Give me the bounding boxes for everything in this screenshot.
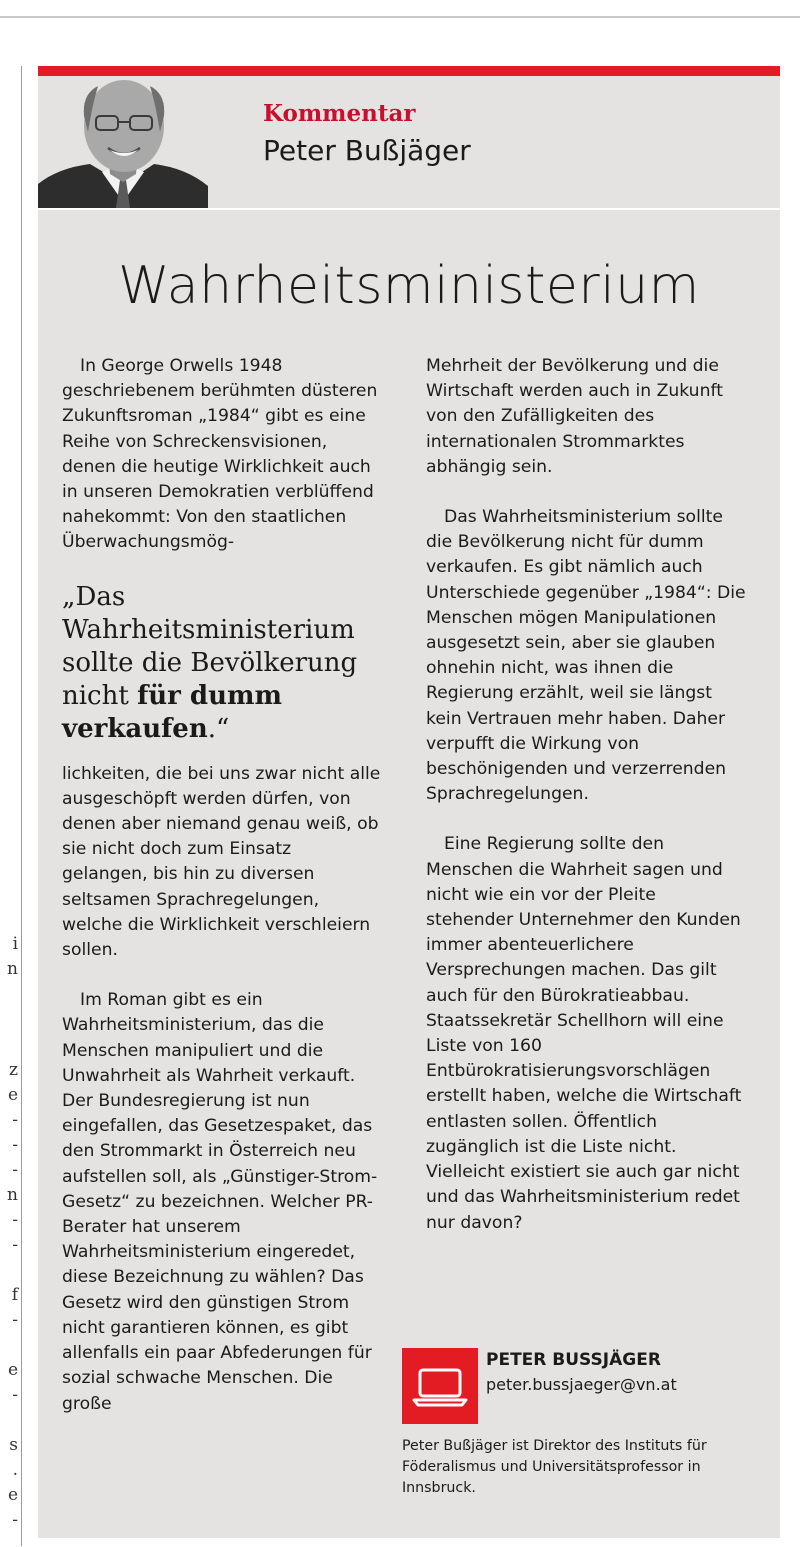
laptop-icon: [402, 1348, 478, 1424]
left-fragment: -: [12, 1510, 18, 1530]
left-fragment: -: [12, 1110, 18, 1130]
column-divider: [21, 66, 22, 1546]
left-fragment: e: [7, 1085, 18, 1105]
left-fragment: -: [12, 1385, 18, 1405]
contact-email[interactable]: peter.bussjaeger@vn.at: [486, 1375, 677, 1394]
paragraph: Eine Regierung sollte den Menschen die Wahrheit sagen und nicht wie ein vor der Pleite stehender Unternehmer den Kunden immer abenteuerlichere Versprechungen machen. Das gilt auch für den Bürokratieabbau. Staatssekretär Schellhorn will eine Liste von 160 Entbürokratisierungsvorschlägen erstellt haben, welche die Wirtschaft entlasten sollen. Öffentlich zugänglich ist die Liste nicht. Vielleicht existiert sie auch gar nicht und das Wahrheitsministerium redet nur davon?: [426, 834, 742, 1233]
contact-name: PETER BUSSJÄGER: [486, 1350, 661, 1370]
left-fragment: f: [11, 1285, 18, 1305]
paragraph: Im Roman gibt es ein Wahrheitsministerium, das die Menschen manipuliert und die Unwahrheit als Wahrheit verkauft. Der Bundesregierung ist nun eingefallen, das Gesetzespaket, das den Strommarkt in Österreich neu aufstellen soll, als „Günstiger-Strom-Gesetz“ zu bezeichnen. Welcher PR-Berater hat unserem Wahrheitsministerium eingeredet, diese Bezeichnung zu wählen? Das Gesetz wird den günstigen Strom nicht garantieren können, es gibt allenfalls ein paar Abfederungen für sozial schwache Menschen. Die große: [62, 990, 378, 1414]
pull-quote-text: „Das Wahrheitsministerium sollte die Bevölkerung nicht: [62, 581, 358, 711]
left-fragment: -: [12, 1210, 18, 1230]
left-fragment: -: [12, 1235, 18, 1255]
left-fragment: -: [12, 1160, 18, 1180]
author-name: Peter Bußjäger: [263, 134, 471, 167]
pull-quote-emphasis: für dumm verkaufen: [62, 680, 283, 744]
article-column-right: [426, 354, 746, 1261]
paragraph: Mehrheit der Bevölkerung und die Wirtschaft werden auch in Zukunft von den Zufälligkeiten des internationalen Strommarktes abhängig sein.: [426, 356, 723, 477]
section-kicker: Kommentar: [263, 100, 416, 127]
top-rule: [0, 16, 800, 18]
article-headline: Wahrheitsministerium: [118, 256, 700, 316]
pull-quote: [62, 581, 382, 746]
pull-quote-end: .“: [207, 713, 230, 744]
left-fragment: e: [7, 1485, 18, 1505]
paragraph: lichkeiten, die bei uns zwar nicht alle ausgeschöpft werden dürfen, von denen aber niemand genau weiß, ob sie nicht doch zum Einsatz gelangen, bis hin zu diversen seltsamen Sprachregelungen, welche die Wirklichkeit verschleiern sollen.: [62, 763, 381, 961]
article-column-left: [62, 354, 382, 1442]
header-separator: [38, 208, 780, 210]
paragraph: In George Orwells 1948 geschriebenem berühmten düsteren Zukunftsroman „1984“ gibt es eine Reihe von Schreckensvisionen, denen die heutige Wirklichkeit auch in unseren Demokratien verblüffend nahekommt: Von den staatlichen Überwachungsmög-: [62, 356, 378, 553]
left-fragment: -: [12, 1135, 18, 1155]
author-portrait: [38, 76, 208, 208]
left-fragment: i: [12, 934, 18, 954]
accent-bar: [38, 66, 780, 76]
left-fragment: -: [12, 1310, 18, 1330]
left-fragment: n: [7, 1185, 18, 1205]
left-fragment: z: [9, 1060, 18, 1080]
left-fragment: e: [7, 1360, 18, 1380]
author-bio: Peter Bußjäger ist Direktor des Instituts für Föderalismus und Universitätsprofessor in Innsbruck.: [402, 1438, 707, 1496]
commentary-panel: [38, 66, 780, 1538]
left-fragment: n: [7, 959, 18, 979]
left-fragment: .: [12, 1460, 18, 1480]
left-fragment: s: [9, 1435, 18, 1455]
paragraph: Das Wahrheitsministerium sollte die Bevölkerung nicht für dumm verkaufen. Es gibt nämlich auch Unterschiede gegenüber „1984“: Die Menschen mögen Manipulationen ausgesetzt sein, aber sie glauben ohnehin nicht, was ihnen die Regierung erzählt, weil sie längst kein Vertrauen mehr haben. Daher verpufft die Wirkung von beschönigenden und verzerrenden Sprachregelungen.: [426, 507, 746, 805]
